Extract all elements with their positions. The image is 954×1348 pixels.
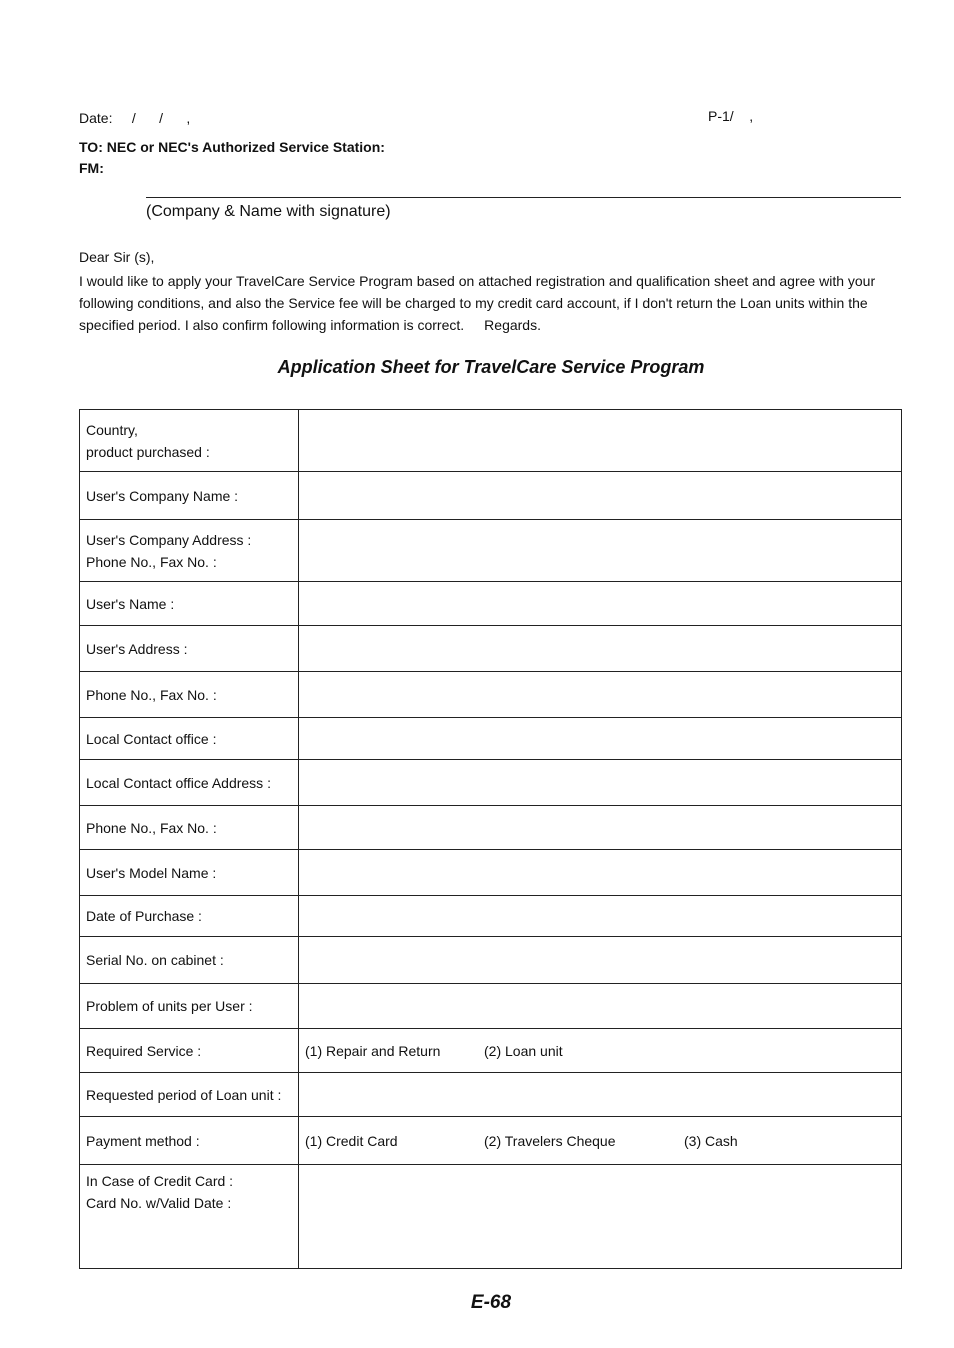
form-label-line: Phone No., Fax No. : (86, 553, 217, 570)
payment-option-credit-card[interactable]: (1) Credit Card (305, 1132, 398, 1149)
form-field-payment-method (299, 1117, 902, 1165)
form-label: Phone No., Fax No. : (80, 672, 299, 718)
form-row-local-contact-office (80, 718, 902, 760)
form-label: Serial No. on cabinet : (80, 937, 299, 984)
form-label: User's Company Name : (80, 472, 299, 520)
form-row-credit-card (80, 1165, 902, 1269)
form-row-payment-method (80, 1117, 902, 1165)
form-label: User's Name : (80, 582, 299, 626)
form-field-user-phone-fax[interactable] (299, 672, 902, 718)
form-field-company-address[interactable] (299, 520, 902, 582)
form-label: Phone No., Fax No. : (80, 806, 299, 850)
signature-caption: (Company & Name with signature) (146, 203, 391, 220)
signature-line (146, 197, 901, 198)
form-label: Local Contact office : (80, 718, 299, 760)
form-field-local-contact-office[interactable] (299, 718, 902, 760)
form-label: Date of Purchase : (80, 896, 299, 937)
form-label-line: User's Company Address : (86, 531, 252, 548)
date-line: Date: / / , (79, 110, 191, 126)
sender-line: FM: (79, 160, 104, 176)
form-label (80, 410, 299, 472)
page-reference: P-1/ , (708, 108, 754, 124)
form-row-model-name (80, 850, 902, 896)
form-label: Payment method : (80, 1117, 299, 1165)
form-row-local-contact-address (80, 760, 902, 806)
form-field-problem[interactable] (299, 984, 902, 1029)
form-field-loan-period[interactable] (299, 1073, 902, 1117)
form-label (80, 1165, 299, 1269)
payment-option-travelers-cheque[interactable]: (2) Travelers Cheque (484, 1132, 616, 1149)
form-label-line: Country, (86, 421, 138, 438)
form-label: User's Address : (80, 626, 299, 672)
form-field-credit-card[interactable] (299, 1165, 902, 1269)
form-label: User's Model Name : (80, 850, 299, 896)
form-row-required-service (80, 1029, 902, 1073)
form-row-user-address (80, 626, 902, 672)
sheet-title: Application Sheet for TravelCare Service Program (277, 357, 705, 377)
form-row-loan-period (80, 1073, 902, 1117)
form-label-line: Card No. w/Valid Date : (86, 1195, 232, 1211)
form-field-model-name[interactable] (299, 850, 902, 896)
form-field-user-name[interactable] (299, 582, 902, 626)
form-row-company-name (80, 472, 902, 520)
form-label: Requested period of Loan unit : (80, 1073, 299, 1117)
form-field-country-product[interactable] (299, 410, 902, 472)
form-label: Problem of units per User : (80, 984, 299, 1029)
letter-body (79, 270, 903, 336)
service-option-loan[interactable]: (2) Loan unit (484, 1042, 563, 1059)
form-label: Local Contact office Address : (80, 760, 299, 806)
form-row-company-address (80, 520, 902, 582)
form-label-line: product purchased : (86, 443, 210, 460)
service-option-repair[interactable]: (1) Repair and Return (305, 1042, 441, 1059)
form-field-company-name[interactable] (299, 472, 902, 520)
form-row-local-phone-fax (80, 806, 902, 850)
letter-body-text: I would like to apply your TravelCare Service Program based on attached registration and qualification sheet and agree with your following conditions, and also the Service fee will be charged to my credit card account, if I don't return the Loan units within the specified period. I also confirm following information is correct. (79, 273, 876, 333)
form-field-local-phone-fax[interactable] (299, 806, 902, 850)
form-field-required-service (299, 1029, 902, 1073)
page-number: E-68 (470, 1292, 512, 1313)
recipient-line: TO: NEC or NEC's Authorized Service Station: (79, 139, 385, 155)
form-row-user-phone-fax (80, 672, 902, 718)
form-label-line: In Case of Credit Card : (86, 1173, 234, 1189)
letter-closing: Regards. (484, 317, 541, 333)
form-field-serial-no[interactable] (299, 937, 902, 984)
form-label: Required Service : (80, 1029, 299, 1073)
application-form-table (79, 409, 902, 1269)
form-row-date-of-purchase (80, 896, 902, 937)
letter-greeting: Dear Sir (s), (79, 249, 155, 265)
form-field-local-contact-address[interactable] (299, 760, 902, 806)
form-row-serial-no (80, 937, 902, 984)
form-row-problem (80, 984, 902, 1029)
form-field-date-of-purchase[interactable] (299, 896, 902, 937)
form-row-user-name (80, 582, 902, 626)
form-label (80, 520, 299, 582)
payment-option-cash[interactable]: (3) Cash (684, 1132, 738, 1149)
form-field-user-address[interactable] (299, 626, 902, 672)
form-row-country-product (80, 410, 902, 472)
